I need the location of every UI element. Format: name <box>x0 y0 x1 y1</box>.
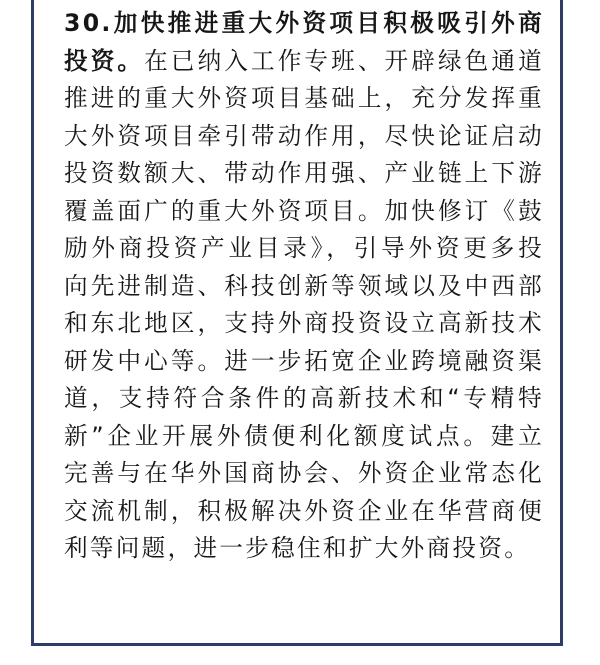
article-body: 在已纳入工作专班、开辟绿色通道推进的重大外资项目基础上，充分发挥重大外资项目牵引带动作用，尽快论证启动投资数额大、带动作用强、产业链上下游覆盖面广的重大外资项目。加快修订《鼓励外商投资产业目录》，引导外资更多投向先进制造、科技创新等领域以及中西部和东北地区，支持外商投资设立高新技术研发中心等。进一步拓宽企业跨境融资渠道，支持符合条件的高新技术和“专精特新”企业开展外债便利化额度试点。建立完善与在华外国商协会、外资企业常态化交流机制，积极解决外资企业在华营商便利等问题，进一步稳住和扩大外商投资。 <box>64 46 544 562</box>
article-paragraph <box>64 5 544 568</box>
article-heading: 30.加快推进重大外资项目积极吸引外商投资。 <box>64 9 544 75</box>
